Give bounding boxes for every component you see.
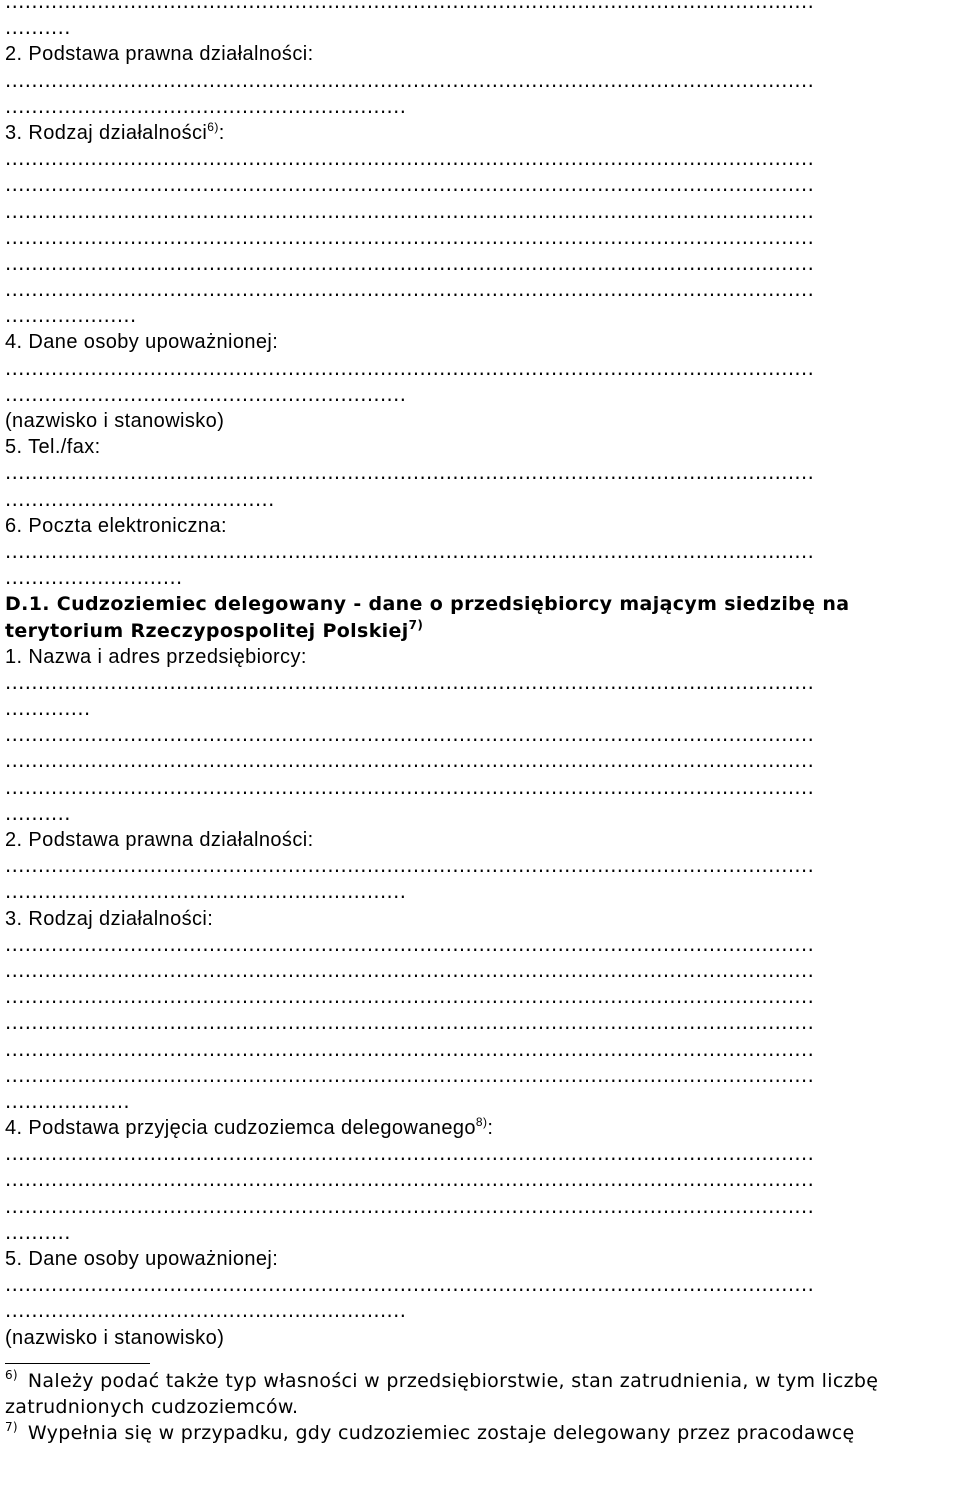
dotted-fill-line: ........................................................................................................................... xyxy=(5,1142,815,1166)
field-hint-name-position: (nazwisko i stanowisko) xyxy=(5,410,225,432)
dotted-fill-line: ................... xyxy=(5,1089,130,1113)
dotted-fill-line: ........................................................................................................................... xyxy=(5,932,815,956)
dotted-fill-line: ........................................................................................................................... xyxy=(5,985,815,1009)
footnote-text-7: Wypełnia się w przypadku, gdy cudzoziemiec zostaje delegowany przez pracodawcę xyxy=(27,1422,855,1445)
footnote-ref-6: 6) xyxy=(207,119,219,134)
label-colon: : xyxy=(218,121,225,144)
dotted-fill-line: ........................................................................................................................... xyxy=(5,278,815,302)
dotted-fill-line: ........................................................................................................................... xyxy=(5,199,815,223)
dotted-fill-line: ........................................................................................................................... xyxy=(5,1168,815,1192)
section-heading-d1: D.1. Cudzoziemiec delegowany - dane o przedsiębiorcy mającym siedzibę na xyxy=(5,593,850,616)
dotted-fill-line: ........................... xyxy=(5,566,183,590)
field-label-authorized-person: 4. Dane osoby upoważnionej: xyxy=(5,331,279,354)
label-text: 3. Rodzaj działalności xyxy=(5,121,208,144)
dotted-fill-line: ......................................... xyxy=(5,487,275,511)
field-label-employer-name-address: 1. Nazwa i adres przedsiębiorcy: xyxy=(5,645,307,668)
section-heading-d1-cont xyxy=(5,618,960,644)
field-label-posting-basis xyxy=(5,1115,960,1141)
dotted-fill-line: ............................................................. xyxy=(5,382,407,406)
dotted-fill-line: ........................................................................................................................... xyxy=(5,854,815,878)
field-label-activity-type-2: 3. Rodzaj działalności: xyxy=(5,907,214,930)
dotted-fill-line: .......... xyxy=(5,16,71,40)
dotted-fill-line: ........................................................................................................................... xyxy=(5,0,815,13)
dotted-fill-line: ........................................................................................................................... xyxy=(5,775,815,799)
dotted-fill-line: ............................................................. xyxy=(5,94,407,118)
dotted-fill-line: .................... xyxy=(5,304,137,328)
dotted-fill-line: ........................................................................................................................... xyxy=(5,147,815,171)
dotted-fill-line: ........................................................................................................................... xyxy=(5,670,815,694)
dotted-fill-line: ........................................................................................................................... xyxy=(5,356,815,380)
footnote-6 xyxy=(5,1368,960,1394)
dotted-fill-line: ............. xyxy=(5,697,91,721)
label-text: 4. Podstawa przyjęcia cudzoziemca delegowanego xyxy=(5,1117,476,1140)
heading-text: terytorium Rzeczypospolitej Polskiej xyxy=(5,619,409,642)
dotted-fill-line: ........................................................................................................................... xyxy=(5,1037,815,1061)
dotted-fill-line: ........................................................................................................................... xyxy=(5,1273,815,1297)
dotted-fill-line: ............................................................. xyxy=(5,880,407,904)
dotted-fill-line: ........................................................................................................................... xyxy=(5,958,815,982)
dotted-fill-line: ........................................................................................................................... xyxy=(5,1194,815,1218)
dotted-fill-line: ........................................................................................................................... xyxy=(5,749,815,773)
footnote-ref-8: 8) xyxy=(475,1115,488,1130)
dotted-fill-line: ........................................................................................................................... xyxy=(5,723,815,747)
footnote-mark-7: 7) xyxy=(5,1420,18,1435)
dotted-fill-line: ............................................................. xyxy=(5,1299,407,1323)
dotted-fill-line: ........................................................................................................................... xyxy=(5,1011,815,1035)
field-label-activity-type xyxy=(5,120,960,146)
dotted-fill-line: ........................................................................................................................... xyxy=(5,68,815,92)
dotted-fill-line: ........................................................................................................................... xyxy=(5,251,815,275)
form-page xyxy=(5,0,960,1446)
dotted-fill-line: ........................................................................................................................... xyxy=(5,461,815,485)
field-hint-name-position-2: (nazwisko i stanowisko) xyxy=(5,1326,225,1349)
field-label-email: 6. Poczta elektroniczna: xyxy=(5,514,227,537)
dotted-fill-line: .......... xyxy=(5,1220,71,1244)
field-label-authorized-person-2: 5. Dane osoby upoważnionej: xyxy=(5,1248,279,1270)
dotted-fill-line: .......... xyxy=(5,801,71,825)
footnote-mark-6: 6) xyxy=(5,1367,18,1382)
field-label-tel-fax: 5. Tel./fax: xyxy=(5,436,101,459)
footnote-6-cont: zatrudnionych cudzoziemców. xyxy=(5,1395,299,1418)
dotted-fill-line: ........................................................................................................................... xyxy=(5,539,815,563)
field-label-legal-basis: 2. Podstawa prawna działalności: xyxy=(5,43,314,66)
label-colon: : xyxy=(487,1117,494,1140)
footnote-7 xyxy=(5,1420,960,1446)
footnote-text-6: Należy podać także typ własności w przedsiębiorstwie, stan zatrudnienia, w tym liczbę xyxy=(27,1369,879,1392)
dotted-fill-line: ........................................................................................................................... xyxy=(5,173,815,197)
footnote-ref-7: 7) xyxy=(408,617,424,632)
footnote-separator xyxy=(5,1363,150,1364)
field-label-legal-basis-2: 2. Podstawa prawna działalności: xyxy=(5,829,314,851)
dotted-fill-line: ........................................................................................................................... xyxy=(5,1063,815,1087)
dotted-fill-line: ........................................................................................................................... xyxy=(5,225,815,249)
